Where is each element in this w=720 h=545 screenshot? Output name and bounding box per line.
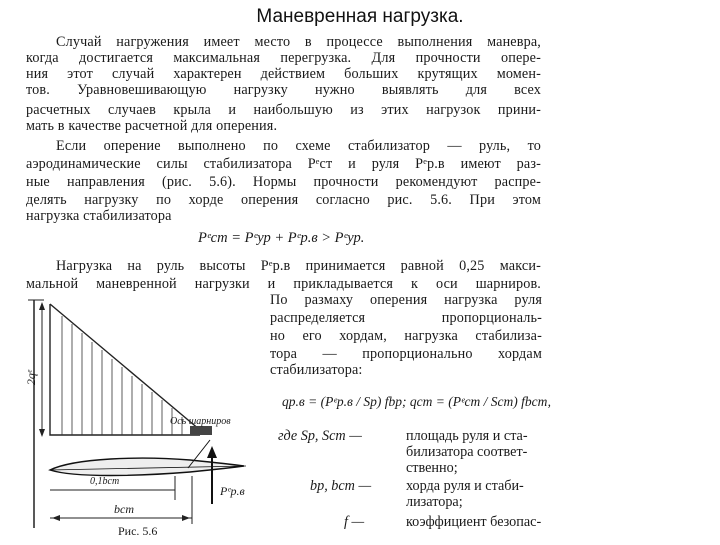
figure-5-6 <box>20 290 270 540</box>
text-line: Нагрузка на руль высоты Pᵉр.в принимается равной 0,25 макси- <box>56 258 541 274</box>
definition-symbol: f — <box>344 514 365 530</box>
figure-caption: Рис. 5.6 <box>118 524 158 538</box>
text-line: Если оперение выполнено по схеме стабилизатор — руль, то <box>56 138 541 154</box>
definition-symbol: где Sр, Sст — <box>278 428 362 444</box>
definition-text: хорда руля и стаби- <box>406 478 524 494</box>
scanned-page <box>20 32 550 540</box>
load-distribution-diagram <box>20 290 270 540</box>
text-line: распределяется пропорциональ- <box>270 310 542 326</box>
height-label: 2qᵉ <box>24 369 39 386</box>
slide-title: Маневренная нагрузка. <box>256 6 464 27</box>
text-line: мать в качестве расчетной для оперения. <box>26 118 278 134</box>
text-line: По размаху оперения нагрузка руля <box>270 292 542 308</box>
hinge-axis-label: Ось шарниров <box>170 416 231 427</box>
definition-symbol: bр, bст — <box>310 478 372 494</box>
definition-text: лизатора; <box>406 494 463 510</box>
stabilizer-chord-label: bст <box>114 502 134 516</box>
rudder-chord-label: 0,1bст <box>90 476 120 487</box>
text-line: расчетных случаев крыла и наибольшую из этих нагрузок прини- <box>26 102 541 118</box>
text-line: нагрузка стабилизатора <box>26 208 172 224</box>
text-line: но его хордам, нагрузка стабилиза- <box>270 328 542 344</box>
text-line: когда достигается максимальная перегрузка. Для прочности опере- <box>26 50 541 66</box>
text-line: мальной маневренной нагрузки и прикладывается к оси шарниров. <box>26 276 541 292</box>
definition-text: билизатора соответ- <box>406 444 528 460</box>
text-line: тов. Уравновешивающую нагрузку нужно выявлять для всех <box>26 82 541 98</box>
definition-text: площадь руля и ста- <box>406 428 528 444</box>
rudder-force-label: Pᵉр.в <box>220 484 245 498</box>
text-line: стабилизатора: <box>270 362 363 378</box>
definition-text: коэффициент безопас- <box>406 514 542 530</box>
text-line: ные направления (рис. 5.6). Нормы прочности рекомендуют распре- <box>26 174 541 190</box>
definition-text: ственно; <box>406 460 458 476</box>
formula-stabilizer-load: Pᵉст = Pᵉур + Pᵉр.в > Pᵉур. <box>198 230 365 246</box>
formula-distributed-load: qр.в = (Pᵉр.в / Sр) fbр; qст = (Pᵉст / Sст) fbст, <box>282 394 552 409</box>
text-line: Случай нагружения имеет место в процессе выполнения маневра, <box>56 34 541 50</box>
text-line: тора — пропорционально хордам <box>270 346 542 362</box>
text-line: ния этот случай характерен действием больших крутящих момен- <box>26 66 541 82</box>
text-line: аэродинамические силы стабилизатора Pᵉст и руля Pᵉр.в имеют раз- <box>26 156 541 172</box>
text-line: делять нагрузку по хорде оперения согласно рис. 5.6. При этом <box>26 192 541 208</box>
